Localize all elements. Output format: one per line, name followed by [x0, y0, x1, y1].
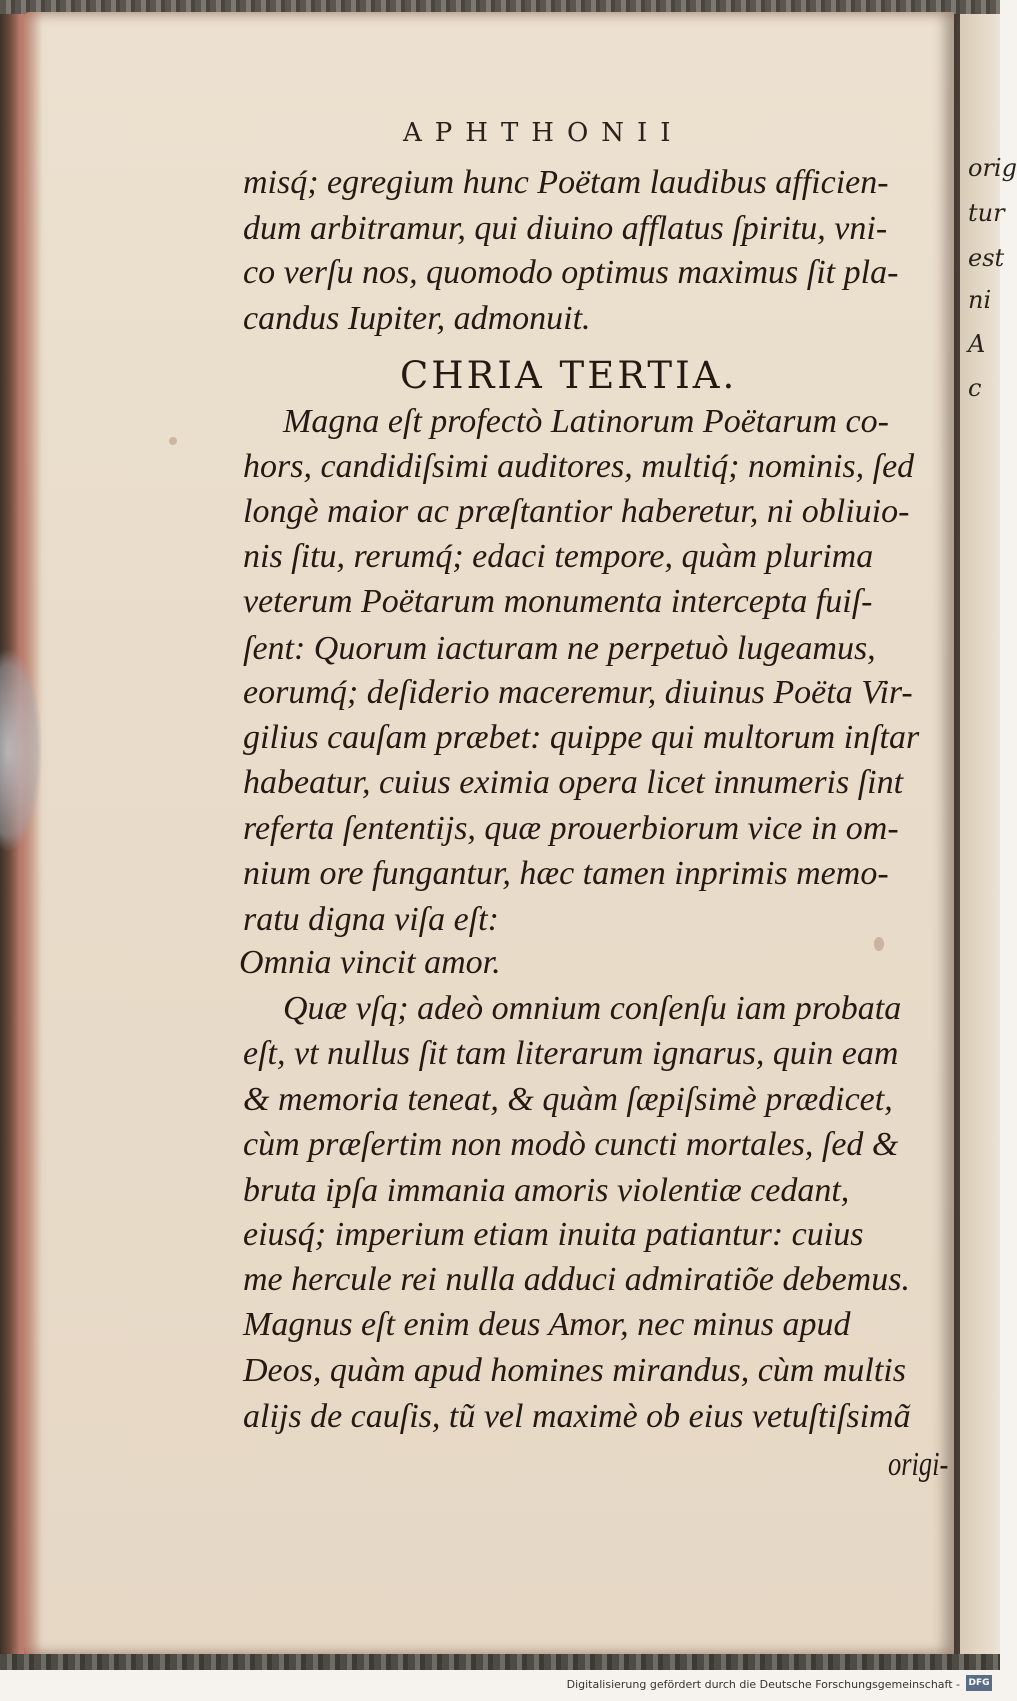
- facing-fragment: est: [968, 244, 1005, 272]
- facing-fragment: ni: [968, 286, 992, 314]
- text-line: habeatur, cuius eximia opera licet innumeris ſint: [243, 764, 904, 801]
- text-line: eſt, vt nullus ſit tam literarum ignarus, quin eam: [243, 1035, 899, 1072]
- text-line: me hercule rei nulla adduci admiratiõe debemus.: [243, 1261, 910, 1298]
- text-line: alijs de cauſis, tũ vel maximè ob eius vetuſtiſsimã: [243, 1398, 911, 1435]
- running-head: APHTHONII: [403, 118, 684, 148]
- text-line: Omnia vincit amor.: [239, 944, 501, 981]
- dfg-logo: DFG: [966, 1675, 992, 1691]
- facing-fragment: tur: [968, 199, 1005, 227]
- text-line: ſent: Quorum iacturam ne perpetuò lugeamus,: [243, 630, 876, 667]
- paper-spot: [169, 437, 177, 445]
- text-line: nium ore fungantur, hæc tamen inprimis memo-: [243, 855, 889, 892]
- text-line: longè maior ac præſtantior haberetur, ni obliuio-: [243, 493, 910, 530]
- text-line: eiusq́; imperium etiam inuita patiantur: cuius: [243, 1216, 864, 1253]
- section-heading: CHRIA TERTIA.: [400, 354, 738, 397]
- text-block-body: [239, 0, 943, 1650]
- page-clip: [0, 650, 42, 850]
- footer: [0, 1670, 1000, 1701]
- text-line: Quæ vſq; adeò omnium conſenſu iam probata: [283, 990, 902, 1027]
- text-line: co verſu nos, quomodo optimus maximus ſit pla-: [243, 254, 899, 291]
- text-line: eorumq́; deſiderio maceremur, diuinus Poëta Vir-: [243, 674, 913, 711]
- text-line: bruta ipſa immania amoris violentiæ cedant,: [243, 1172, 850, 1209]
- facing-fragment: orig: [968, 154, 1017, 182]
- funding-notice: Digitalisierung gefördert durch die Deutsche Forschungsgemeinschaft -: [566, 1678, 960, 1691]
- text-line: nis ſitu, rerumq́; edaci tempore, quàm plurima: [243, 538, 874, 575]
- text-line: Deos, quàm apud homines mirandus, cùm multis: [243, 1352, 906, 1389]
- facing-page-edge: [960, 14, 1017, 1654]
- bottom-binding-strip: [0, 1654, 1000, 1670]
- facing-fragment: c: [968, 374, 982, 402]
- catchword: origi-: [888, 1446, 949, 1483]
- text-line: hors, candidiſsimi auditores, multiq́; nominis, ſed: [243, 448, 915, 485]
- text-line: referta ſententijs, quæ prouerbiorum vice in om-: [243, 810, 899, 847]
- text-line: ratu digna viſa eſt:: [243, 901, 499, 938]
- text-line: Magna eſt profectò Latinorum Poëtarum co-: [283, 403, 889, 440]
- text-line: veterum Poëtarum monumenta intercepta fuiſ-: [243, 583, 873, 620]
- facing-fragment: A: [968, 330, 986, 358]
- text-line: & memoria teneat, & quàm ſæpiſsimè prædicet,: [243, 1081, 893, 1118]
- text-line: gilius cauſam præbet: quippe qui multorum inſtar: [243, 719, 920, 756]
- text-line: Magnus eſt enim deus Amor, nec minus apud: [243, 1306, 851, 1343]
- text-line: candus Iupiter, admonuit.: [243, 300, 591, 337]
- text-line: cùm præſertim non modò cuncti mortales, ſed &: [243, 1126, 899, 1163]
- text-line: dum arbitramur, qui diuino afflatus ſpiritu, vni-: [243, 210, 888, 247]
- text-line: misq́; egregium hunc Poëtam laudibus afficien-: [243, 164, 889, 201]
